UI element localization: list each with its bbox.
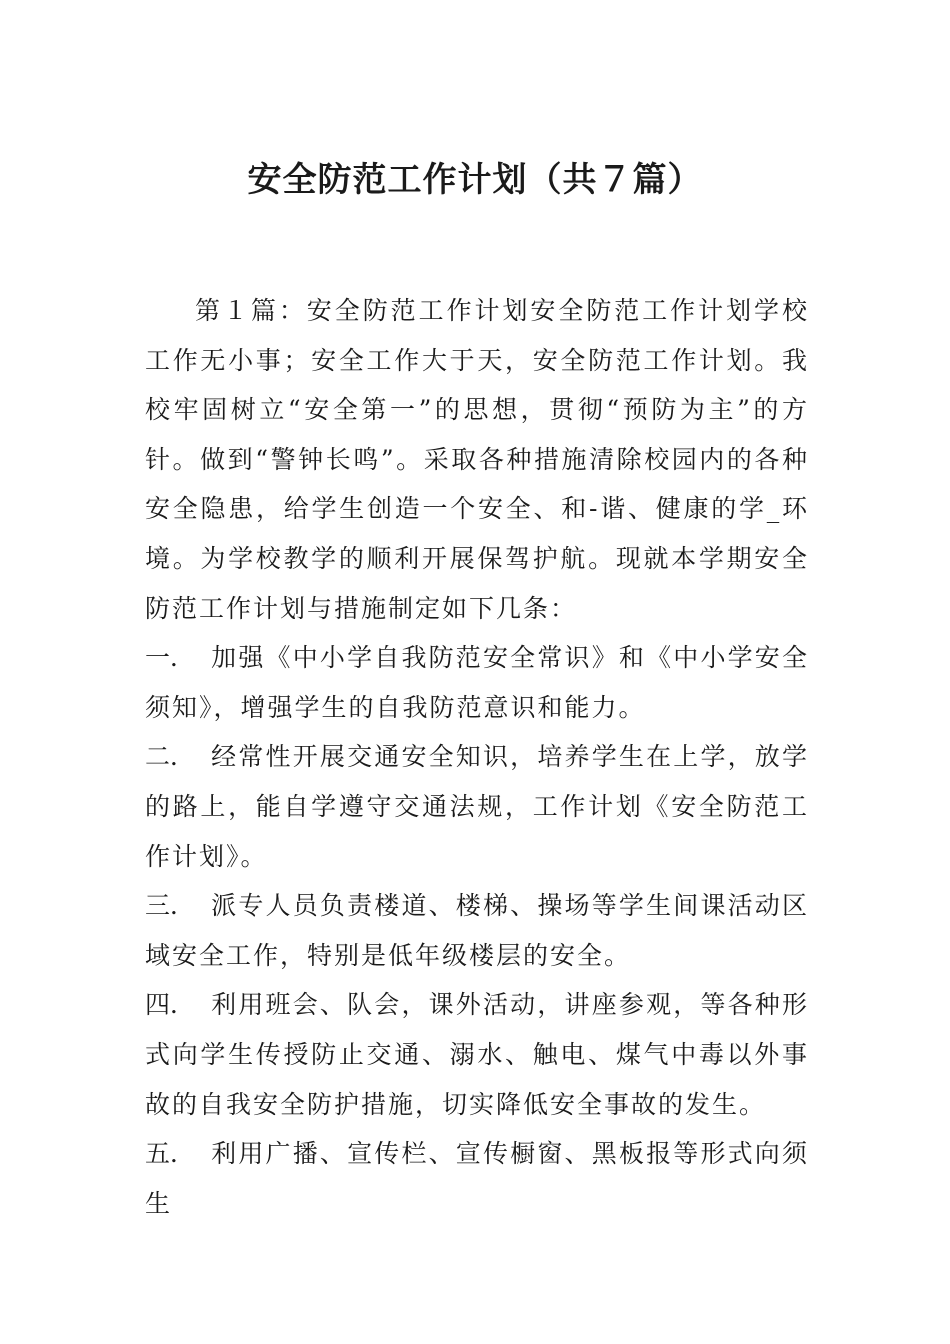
list-item-number: 四． (145, 990, 196, 1020)
document-title: 安全防范工作计划（共７篇） (247, 160, 703, 200)
intro-paragraph: 第１篇：安全防范工作计划安全防范工作计划学校工作无小事；安全工作大于天，安全防范工作计划。我校牢固树立“安全第一”的思想，贯彻“预防为主”的方针。做到“警钟长鸣”。采取各种措施清除校园内的各种安全隐患，给学生创造一个安全、和-谐、健康的学_环境。为学校教学的顺利开展保驾护航。现就本学期安全防范工作计划与措施制定如下几条： (145, 296, 809, 623)
document-body (145, 286, 809, 1228)
list-item (145, 881, 809, 980)
list-item (145, 980, 809, 1129)
list-item-number: 五． (145, 1139, 196, 1169)
list-item (145, 633, 809, 732)
list-item-number: 一． (145, 643, 196, 673)
list-item (145, 1129, 809, 1228)
list-item-text: 派专人员负责楼道、楼梯、操场等学生间课活动区域安全工作，特别是低年级楼层的安全。 (145, 891, 809, 970)
list-item (145, 732, 809, 881)
list-item-text: 利用班会、队会，课外活动，讲座参观，等各种形式向学生传授防止交通、溺水、触电、煤气中毒以外事故的自我安全防护措施，切实降低安全事故的发生。 (145, 990, 809, 1119)
list-item-text: 经常性开展交通安全知识，培养学生在上学，放学的路上，能自学遵守交通法规，工作计划《安全防范工作计划》。 (145, 742, 809, 871)
list-item-number: 三． (145, 891, 196, 921)
list-item-text: 加强《中小学自我防范安全常识》和《中小学安全须知》，增强学生的自我防范意识和能力。 (145, 643, 809, 722)
list-item-text: 利用广播、宣传栏、宣传橱窗、黑板报等形式向须生 (145, 1139, 809, 1218)
list-item-number: 二． (145, 742, 196, 772)
